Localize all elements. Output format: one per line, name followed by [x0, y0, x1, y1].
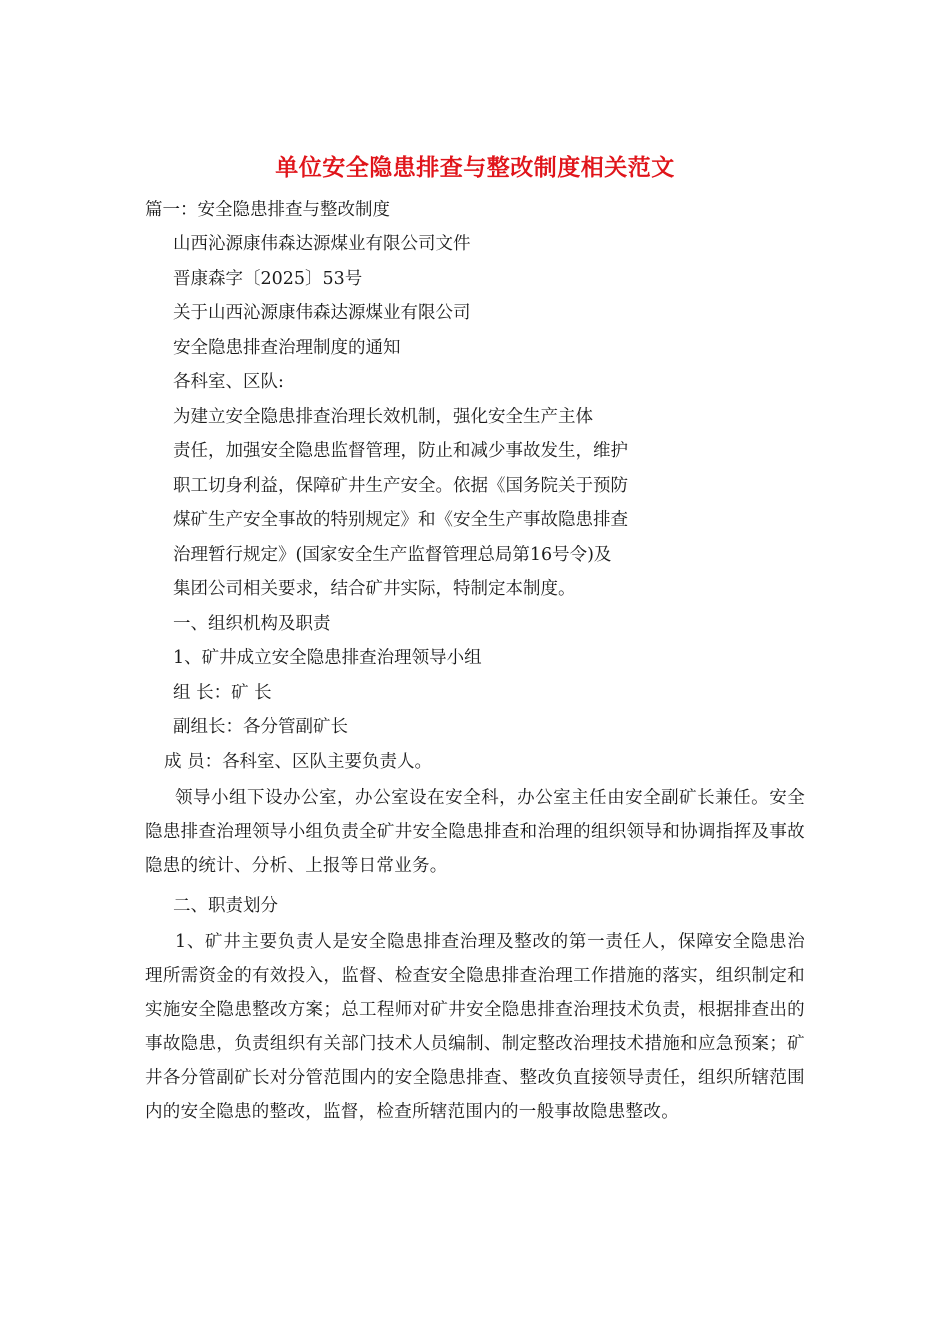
intro-line-4: 煤矿生产安全事故的特别规定》和《安全生产事故隐患排查 [173, 510, 628, 530]
intro-line-1: 为建立安全隐患排查治理长效机制，强化安全生产主体 [173, 407, 593, 427]
intro-line-2: 责任，加强安全隐患监督管理，防止和减少事故发生，维护 [173, 441, 628, 461]
section-heading-duties: 二、职责划分 [173, 896, 278, 916]
members-line: 成 员：各科室、区队主要负责人。 [164, 752, 433, 772]
paragraph-office: 领导小组下设办公室，办公室设在安全科，办公室主任由安全副矿长兼任。安全隐患排查治理领导小组负责全矿井安全隐患排查和治理的组织领导和协调指挥及事故隐患的统计、分析、上报等日常业务。 [145, 788, 805, 876]
item-leading-group: 1、矿井成立安全隐患排查治理领导小组 [173, 648, 482, 668]
document-title: 单位安全隐患排查与整改制度相关范文 [275, 155, 675, 181]
intro-line-3: 职工切身利益，保障矿井生产安全。依据《国务院关于预防 [173, 476, 628, 496]
notice-title-line-1: 关于山西沁源康伟森达源煤业有限公司 [173, 303, 471, 323]
paragraph-duties: 1、矿井主要负责人是安全隐患排查治理及整改的第一责任人，保障安全隐患治理所需资金的有效投入，监督、检查安全隐患排查治理工作措施的落实，组织制定和实施安全隐患整改方案；总工程师对矿井安全隐患排查治理技术负责，根据排查出的事故隐患，负责组织有关部门技术人员编制、制定整改治理技术措施和应急预案；矿井各分管副矿长对分管范围内的安全隐患排查、整改负直接领导责任，组织所辖范围内的安全隐患的整改，监督，检查所辖范围内的一般事故隐患整改。 [145, 932, 805, 1122]
group-leader-line: 组 长：矿 长 [173, 683, 272, 703]
intro-line-6: 集团公司相关要求，结合矿井实际，特制定本制度。 [173, 579, 576, 599]
recipient-line: 各科室、区队: [173, 372, 284, 392]
section-heading-part-1: 篇一：安全隐患排查与整改制度 [145, 200, 390, 220]
intro-line-5: 治理暂行规定》(国家安全生产监督管理总局第16号令)及 [173, 545, 612, 565]
document-number: 晋康森字〔2025〕53号 [173, 269, 363, 289]
deputy-leader-line: 副组长：各分管副矿长 [173, 717, 348, 737]
section-heading-organization: 一、组织机构及职责 [173, 614, 331, 634]
company-document-header: 山西沁源康伟森达源煤业有限公司文件 [173, 234, 471, 254]
notice-title-line-2: 安全隐患排查治理制度的通知 [173, 338, 401, 358]
